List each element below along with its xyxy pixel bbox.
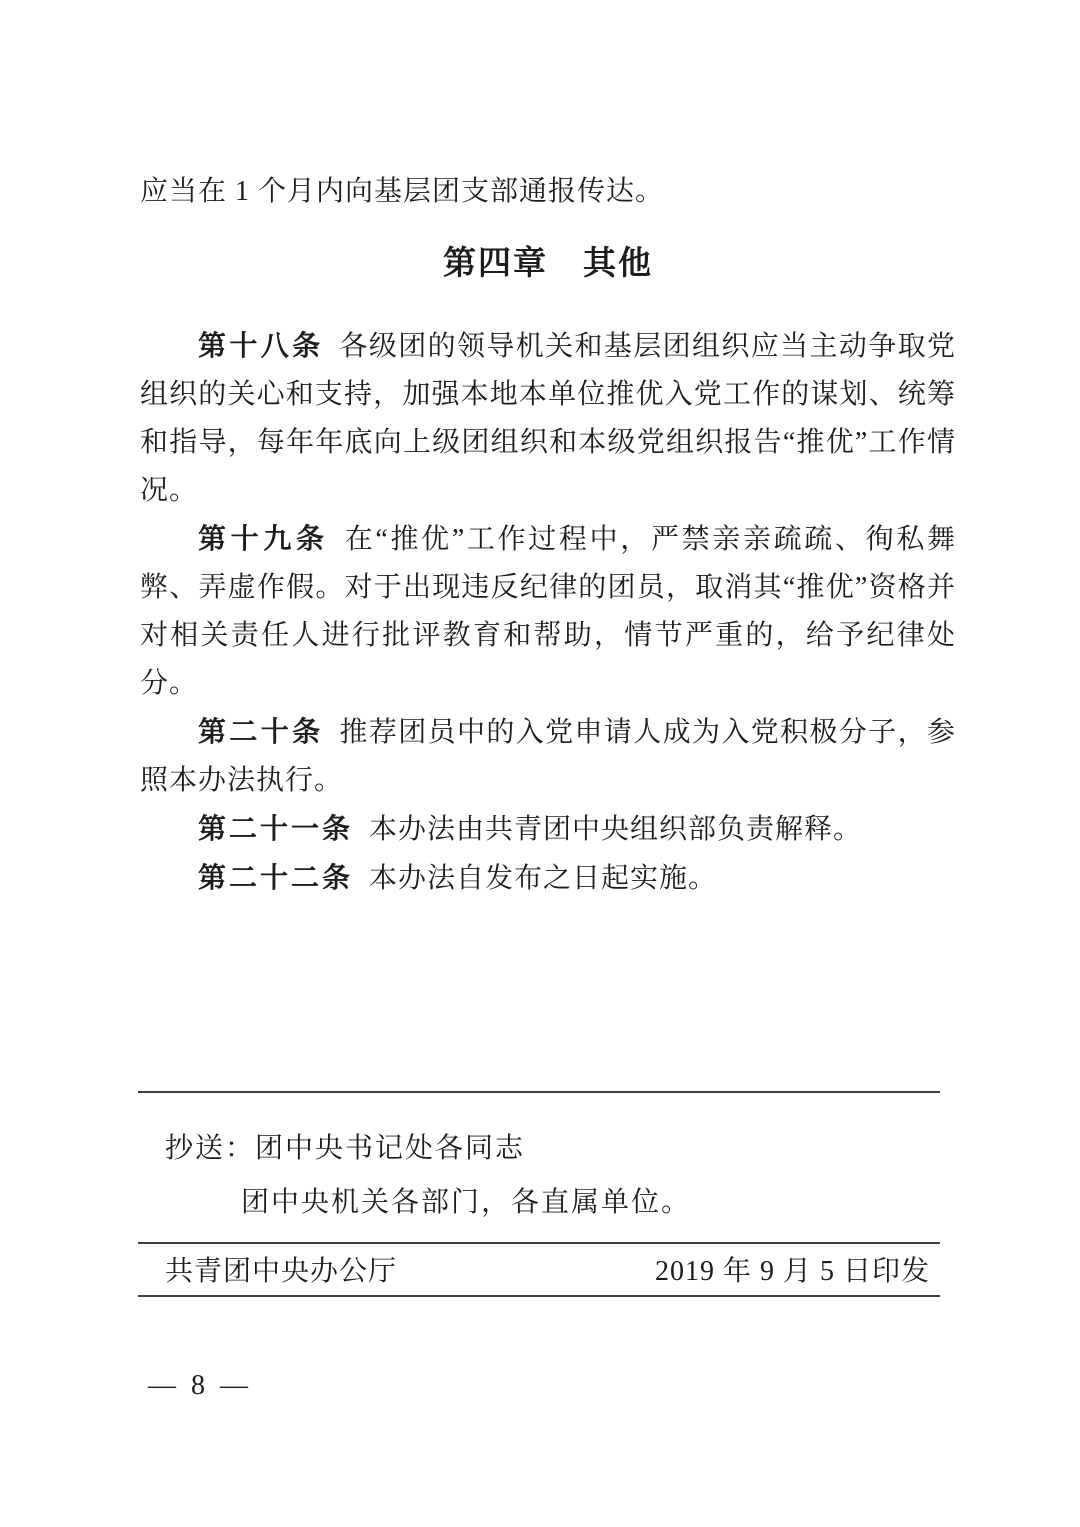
article-19-text: 在“推优”工作过程中，严禁亲亲疏疏、徇私舞弊、弄虚作假。对于出现违反纪律的团员，取消其“推优”资格并对相关责任人进行批评教育和帮助，情节严重的，给予纪律处分。 bbox=[140, 524, 956, 699]
chapter-heading: 第四章 其他 bbox=[443, 244, 653, 281]
article-21 bbox=[140, 805, 956, 854]
article-20-text: 推荐团员中的入党申请人成为入党积极分子，参照本办法执行。 bbox=[140, 717, 956, 796]
page-number: — 8 — bbox=[148, 1370, 252, 1401]
divider-above-footer bbox=[138, 1242, 940, 1244]
footer-issuer: 共青团中央办公厅 bbox=[165, 1256, 398, 1287]
article-19-label: 第十九条 bbox=[198, 523, 329, 554]
cc-label: 抄送： bbox=[165, 1133, 256, 1164]
continuation-paragraph: 应当在 1 个月内向基层团支部通报传达。 bbox=[140, 176, 665, 207]
article-19 bbox=[140, 515, 956, 708]
divider-below-footer bbox=[138, 1295, 940, 1297]
article-18 bbox=[140, 322, 956, 515]
cc-line bbox=[165, 1122, 945, 1176]
article-22-text: 本办法自发布之日起实施。 bbox=[369, 863, 718, 894]
article-20-label: 第二十条 bbox=[198, 716, 324, 747]
cc-recipient-1: 团中央书记处各同志 bbox=[255, 1133, 526, 1164]
divider-above-cc bbox=[138, 1091, 940, 1093]
footer-print-date: 2019 年 9 月 5 日印发 bbox=[654, 1256, 930, 1287]
cc-line bbox=[165, 1176, 945, 1230]
article-21-label: 第二十一条 bbox=[198, 813, 354, 844]
document-body bbox=[140, 168, 956, 903]
article-22 bbox=[140, 854, 956, 903]
print-footer bbox=[165, 1252, 930, 1292]
article-18-text: 各级团的领导机关和基层团组织应当主动争取党组织的关心和支持，加强本地本单位推优入党工作的谋划、统筹和指导，每年年底向上级团组织和本级党组织报告“推优”工作情况。 bbox=[140, 331, 956, 506]
article-22-label: 第二十二条 bbox=[198, 862, 354, 893]
article-20 bbox=[140, 708, 956, 805]
article-18-label: 第十八条 bbox=[198, 330, 324, 361]
cc-section bbox=[165, 1122, 945, 1230]
articles-section bbox=[140, 322, 956, 903]
cc-recipient-2: 团中央机关各部门，各直属单位。 bbox=[241, 1187, 692, 1218]
article-21-text: 本办法由共青团中央组织部负责解释。 bbox=[369, 814, 863, 845]
